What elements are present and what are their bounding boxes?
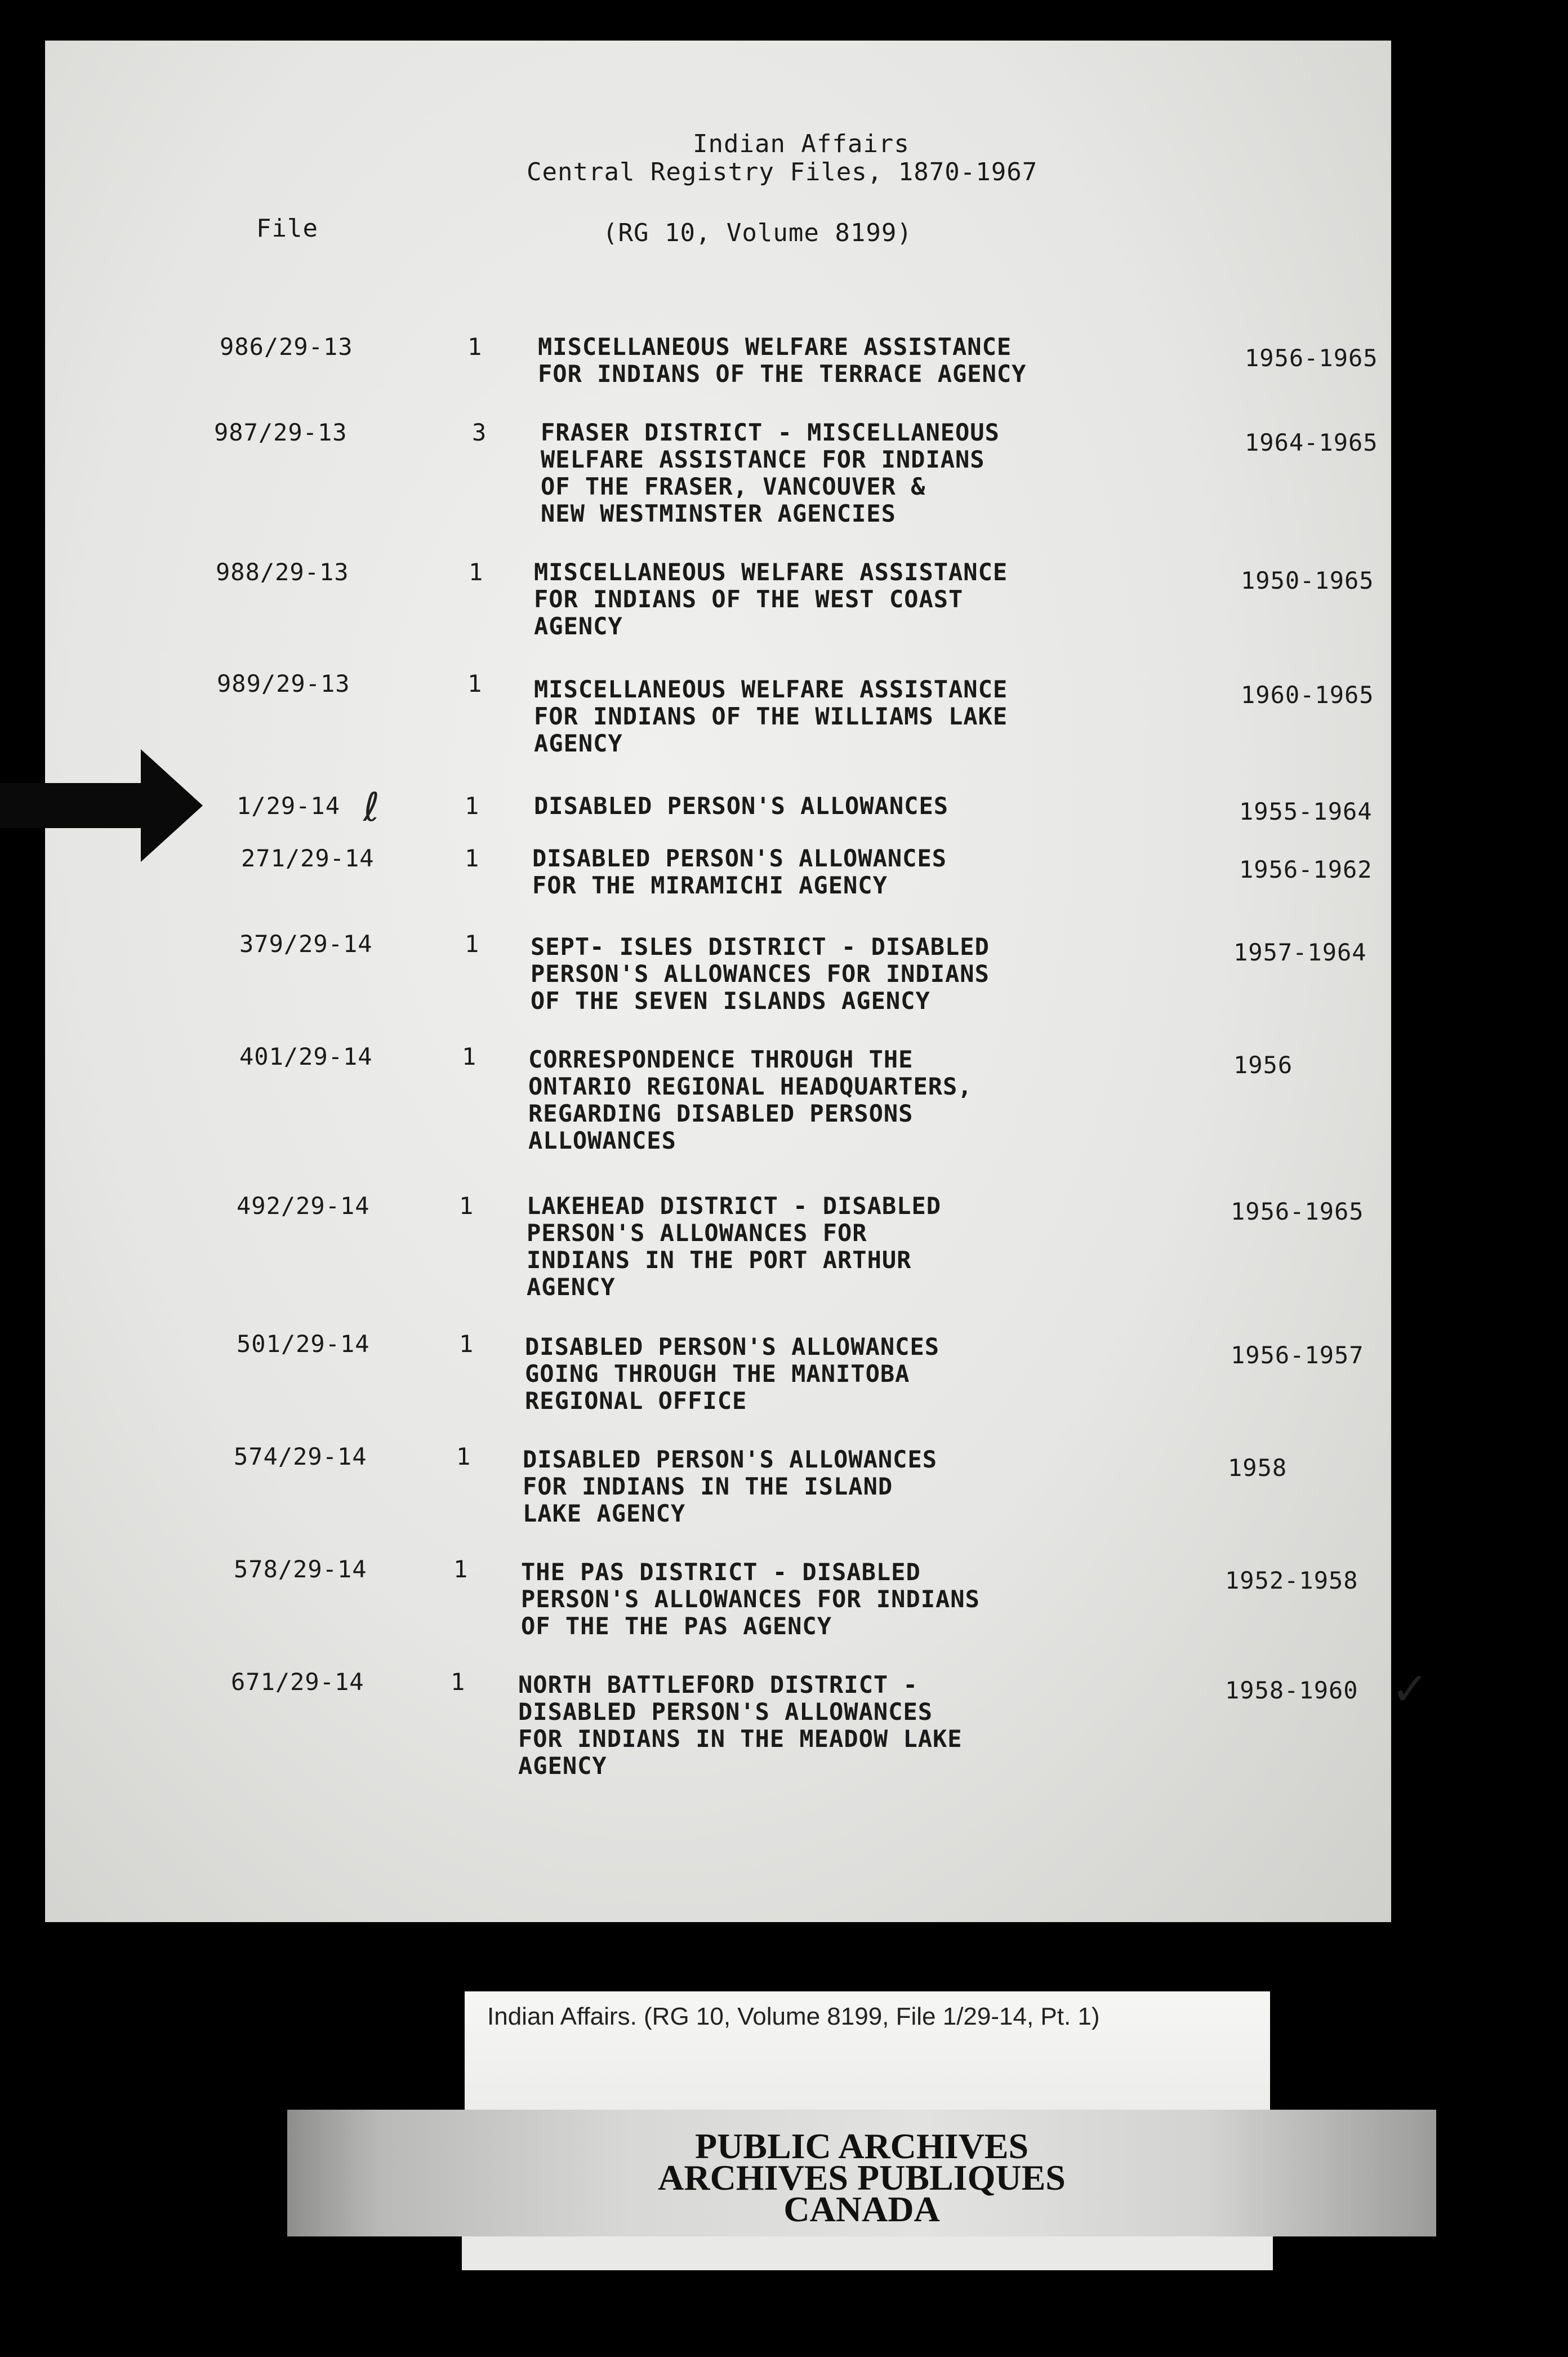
entry-description: MISCELLANEOUS WELFARE ASSISTANCE FOR INDIANS OF THE WILLIAMS LAKE AGENCY xyxy=(534,675,1008,757)
page-subtitle: Central Registry Files, 1870-1967 xyxy=(527,158,1038,186)
entry-file: 986/29-13 xyxy=(220,333,353,361)
entry-dates: 1957-1964 xyxy=(1233,939,1367,966)
entry-dates: 1958-1960 xyxy=(1225,1676,1358,1704)
entry-description: MISCELLANEOUS WELFARE ASSISTANCE FOR INDIANS OF THE TERRACE AGENCY xyxy=(538,333,1027,388)
entry-part: 1 xyxy=(467,333,483,361)
entry-dates: 1958 xyxy=(1228,1454,1288,1482)
entry-file: 988/29-13 xyxy=(216,558,349,586)
entry-description: LAKEHEAD DISTRICT - DISABLED PERSON'S ALLOWANCES FOR INDIANS IN THE PORT ARTHUR AGENCY xyxy=(527,1192,942,1301)
entry-part: 3 xyxy=(472,419,487,446)
entry-description: NORTH BATTLEFORD DISTRICT - DISABLED PERSON'S ALLOWANCES FOR INDIANS IN THE MEADOW LAKE AGENCY xyxy=(518,1671,963,1780)
entry-description: DISABLED PERSON'S ALLOWANCES FOR THE MIRAMICHI AGENCY xyxy=(532,844,947,899)
entry-description: DISABLED PERSON'S ALLOWANCES GOING THROUGH THE MANITOBA REGIONAL OFFICE xyxy=(525,1333,940,1415)
entry-dates: 1956 xyxy=(1233,1051,1293,1079)
entry-file: 987/29-13 xyxy=(214,419,348,446)
entry-part: 1 xyxy=(456,1443,471,1470)
entry-part: 1 xyxy=(451,1668,466,1696)
entry-dates: 1956-1962 xyxy=(1239,856,1373,883)
entry-dates: 1950-1965 xyxy=(1241,567,1374,594)
handwritten-check-icon: ✓ xyxy=(1391,1663,1429,1715)
entry-description: MISCELLANEOUS WELFARE ASSISTANCE FOR INDIANS OF THE WEST COAST AGENCY xyxy=(534,558,1008,640)
entry-description: FRASER DISTRICT - MISCELLANEOUS WELFARE ASSISTANCE FOR INDIANS OF THE FRASER, VANCOUVER & NEW WESTMINSTER AGENCIES xyxy=(541,419,1000,527)
entry-part: 1 xyxy=(465,844,480,872)
entry-part: 1 xyxy=(465,792,480,820)
handwritten-mark: ℓ xyxy=(363,784,380,830)
entry-description: THE PAS DISTRICT - DISABLED PERSON'S ALLOWANCES FOR INDIANS OF THE THE PAS AGENCY xyxy=(521,1558,980,1640)
entry-part: 1 xyxy=(469,558,484,586)
volume-reference: (RG 10, Volume 8199) xyxy=(603,219,912,247)
entry-description: DISABLED PERSON'S ALLOWANCES xyxy=(534,792,949,820)
entry-dates: 1956-1957 xyxy=(1231,1341,1364,1369)
entry-part: 1 xyxy=(453,1555,469,1583)
entry-dates: 1955-1964 xyxy=(1239,798,1373,825)
stamp-line-1: PUBLIC ARCHIVES xyxy=(694,2126,1029,2166)
entry-file: 578/29-14 xyxy=(234,1555,367,1583)
file-column-label: File xyxy=(256,214,318,243)
entry-dates: 1956-1965 xyxy=(1231,1198,1364,1225)
right-arrow-icon xyxy=(0,749,203,862)
entry-description: CORRESPONDENCE THROUGH THE ONTARIO REGIONAL HEADQUARTERS, REGARDING DISABLED PERSONS ALLOWANCES xyxy=(528,1046,973,1154)
entry-part: 1 xyxy=(459,1192,474,1220)
entry-dates: 1964-1965 xyxy=(1245,429,1378,456)
finding-aid-page xyxy=(45,41,1429,1922)
entry-file: 271/29-14 xyxy=(241,844,375,872)
entry-file: 1/29-14 xyxy=(237,792,341,820)
entry-part: 1 xyxy=(462,1043,477,1070)
entry-part: 1 xyxy=(465,930,480,958)
entry-file: 379/29-14 xyxy=(239,930,373,958)
entry-dates: 1956-1965 xyxy=(1245,344,1378,372)
entry-file: 574/29-14 xyxy=(234,1443,367,1470)
reference-label-text: Indian Affairs. (RG 10, Volume 8199, File 1/29-14, Pt. 1) xyxy=(487,2003,1100,2030)
entry-file: 492/29-14 xyxy=(237,1192,370,1220)
entry-file: 989/29-13 xyxy=(217,670,350,697)
entry-file: 671/29-14 xyxy=(231,1668,364,1696)
entry-file: 501/29-14 xyxy=(237,1330,370,1358)
entry-dates: 1952-1958 xyxy=(1225,1567,1358,1594)
entry-file: 401/29-14 xyxy=(239,1043,373,1070)
stamp-line-2: ARCHIVES PUBLIQUES xyxy=(658,2158,1066,2198)
entry-part: 1 xyxy=(459,1330,474,1358)
stamp-line-3: CANADA xyxy=(783,2189,940,2229)
entry-description: SEPT- ISLES DISTRICT - DISABLED PERSON'S ALLOWANCES FOR INDIANS OF THE SEVEN ISLANDS AGENCY xyxy=(531,933,990,1015)
entry-description: DISABLED PERSON'S ALLOWANCES FOR INDIANS IN THE ISLAND LAKE AGENCY xyxy=(523,1446,938,1527)
archives-stamp xyxy=(287,2110,1436,2236)
entry-dates: 1960-1965 xyxy=(1241,681,1374,709)
page-title: Indian Affairs xyxy=(693,130,910,158)
entry-part: 1 xyxy=(467,670,483,697)
label-strip-bottom xyxy=(462,2236,1273,2270)
